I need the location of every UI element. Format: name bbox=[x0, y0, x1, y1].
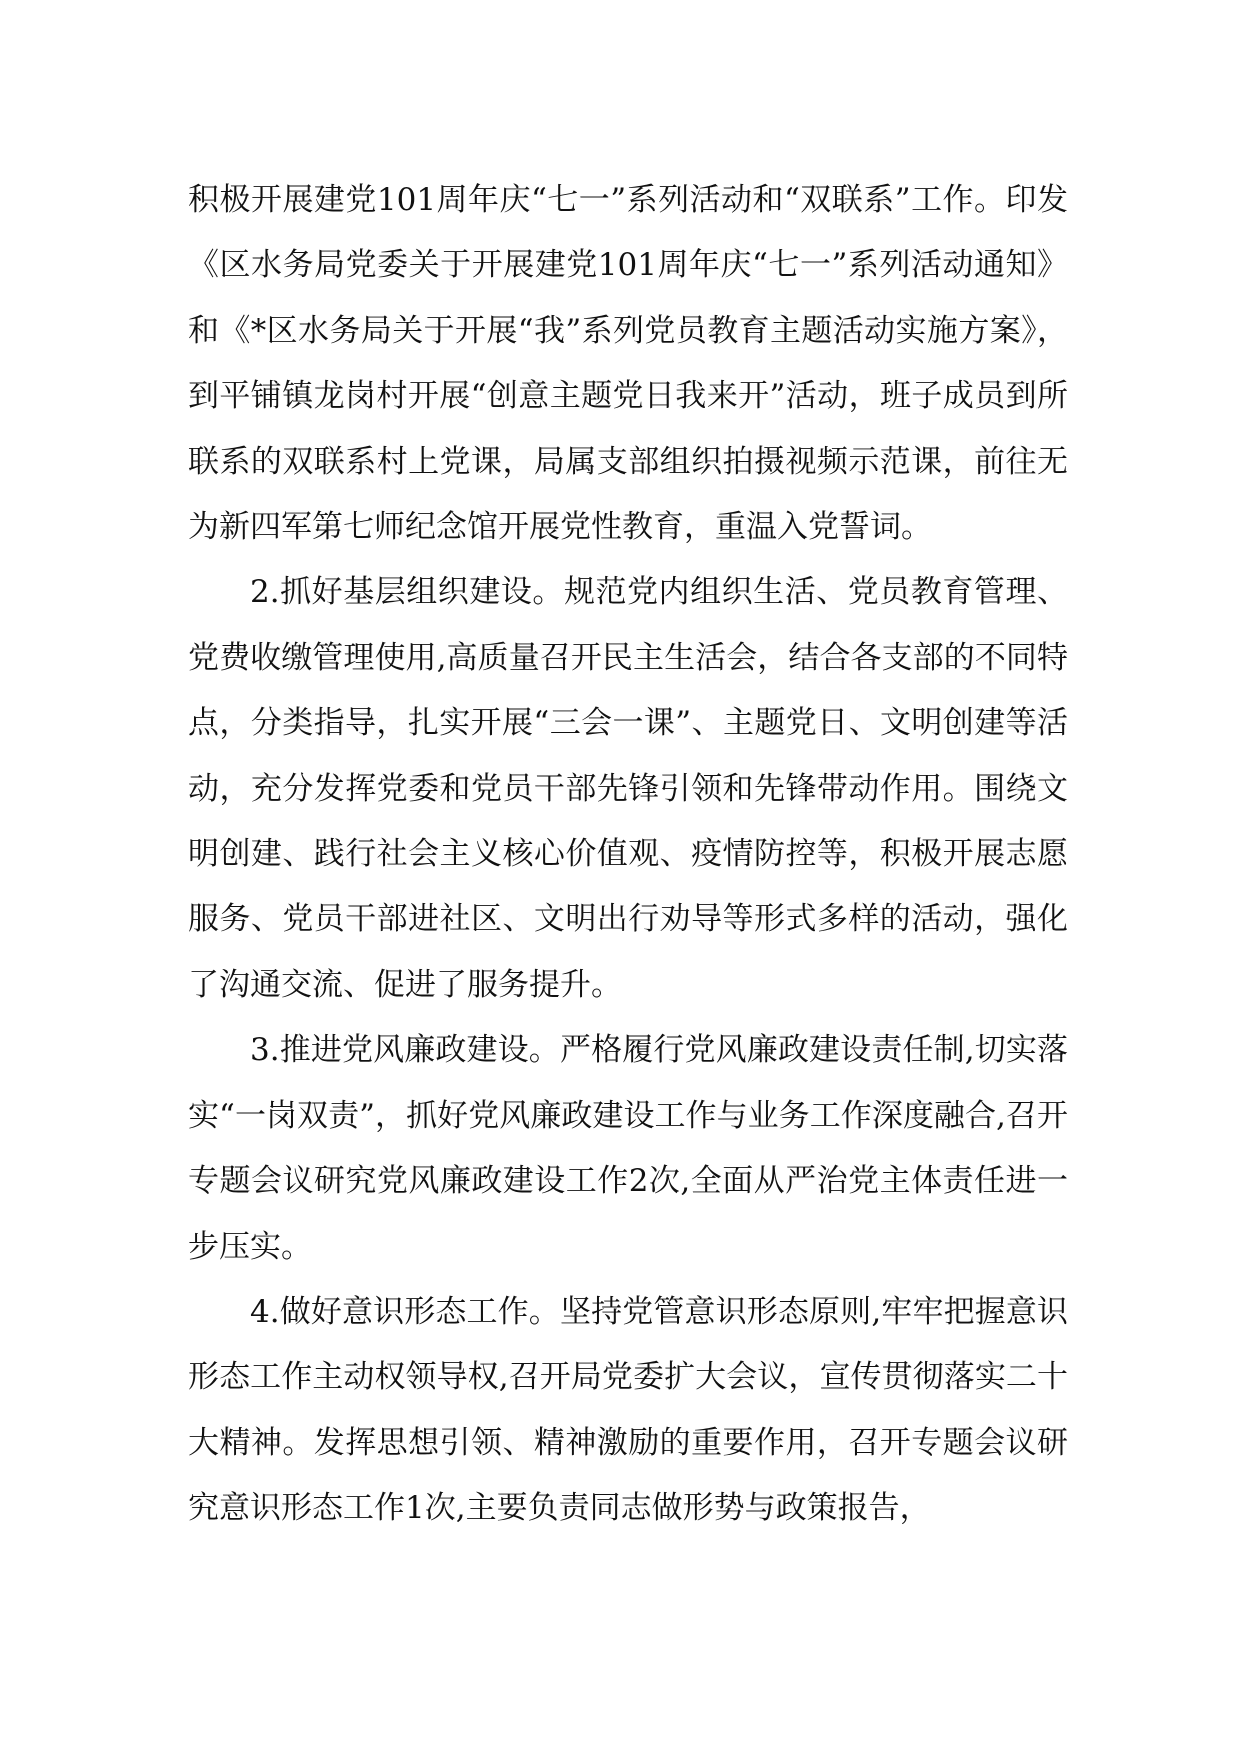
paragraph-2: 2.抓好基层组织建设。规范党内组织生活、党员教育管理、党费收缴管理使用,高质量召开民主生活会，结合各支部的不同特点，分类指导，扎实开展“三会一课”、主题党日、文明创建等活动，充分发挥党委和党员干部先锋引领和先锋带动作用。围绕文明创建、践行社会主义核心价值观、疫情防控等，积极开展志愿服务、党员干部进社区、文明出行劝导等形式多样的活动，强化了沟通交流、促进了服务提升。 bbox=[188, 574, 1068, 1003]
paragraph-3: 3.推进党风廉政建设。严格履行党风廉政建设责任制,切实落实“一岗双责”，抓好党风廉政建设工作与业务工作深度融合,召开专题会议研究党风廉政建设工作2次,全面从严治党主体责任进一步压实。 bbox=[188, 1032, 1068, 1265]
document-body bbox=[188, 168, 1068, 1542]
paragraph-4: 4.做好意识形态工作。坚持党管意识形态原则,牢牢把握意识形态工作主动权领导权,召开局党委扩大会议，宣传贯彻落实二十大精神。发挥思想引领、精神激励的重要作用，召开专题会议研究意识形态工作1次,主要负责同志做形势与政策报告， bbox=[188, 1293, 1068, 1527]
paragraph-1: 积极开展建党101周年庆“七一”系列活动和“双联系”工作。印发《区水务局党委关于开展建党101周年庆“七一”系列活动通知》和《*区水务局关于开展“我”系列党员教育主题活动实施方案》，到平铺镇龙岗村开展“创意主题党日我来开”活动，班子成员到所联系的双联系村上党课，局属支部组织拍摄视频示范课，前往无为新四军第七师纪念馆开展党性教育，重温入党誓词。 bbox=[188, 182, 1068, 546]
